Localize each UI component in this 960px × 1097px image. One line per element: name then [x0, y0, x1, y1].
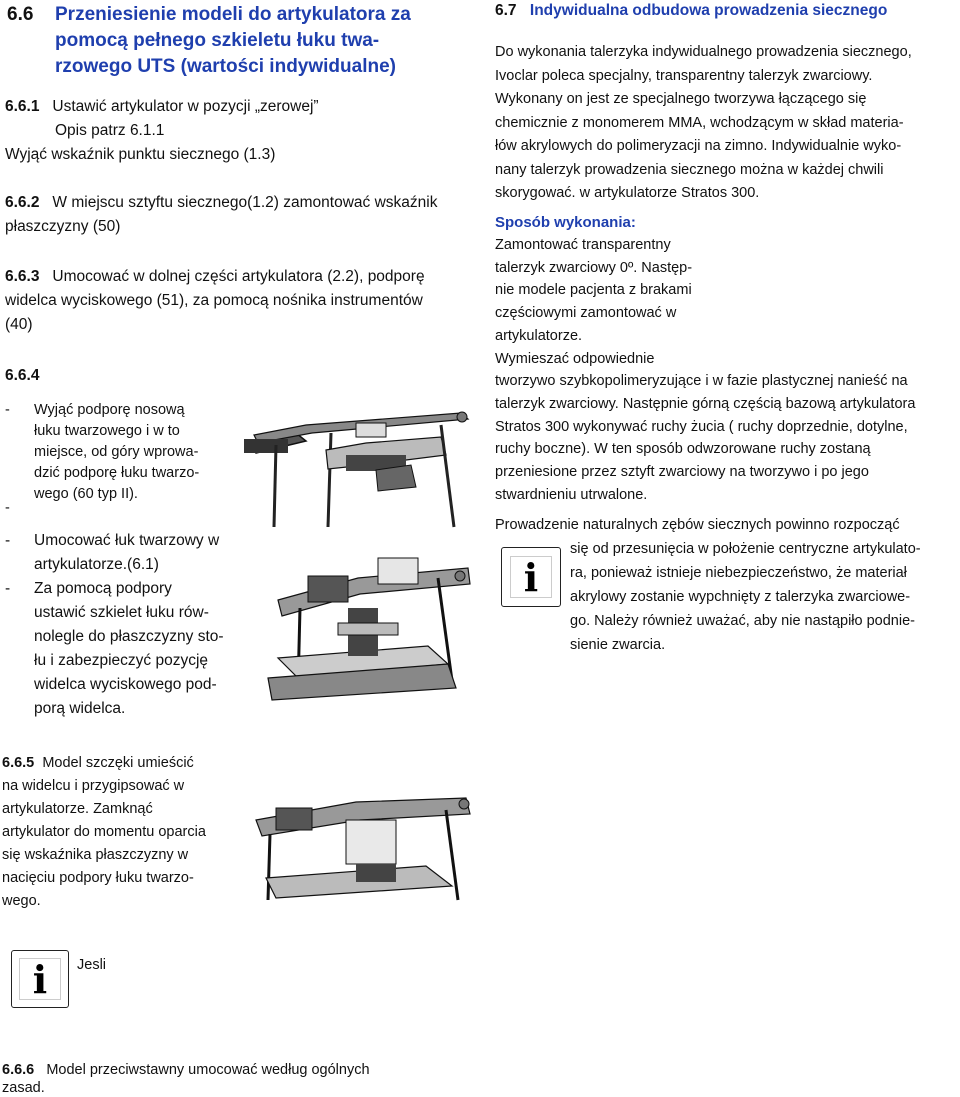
method-text: Zamontować transparentny talerzyk zwarciowy 0º. Następ- nie modele pacjenta z brakami częściowymi zamontować w artykulatorze. Wymieszać odpowiednie tworzywo szybkopolimeryzujące i w fazie plastycznej nanieść na talerzyk zwarciowy. Następnie górną częścią bazową artykulatora Stratos 300 wykonywać ruchy żucia ( ruchy doprzednie, dotylne, ruchy boczne). W ten sposób odwzorowane ruchy zostaną przeniesione przez sztyft zwarciowy na tworzywo i po jego stwardnieniu utrwalone.	[495, 237, 916, 503]
section-6-6-5: 6.6.5 Model szczęki umieścić na widelcu i przygipsować w artykulatorze. Zamknąć artykulator do momentu oparcia się wskaźnika płaszczyzny w nacięciu podpory łuku twarzo- wego.	[2, 755, 206, 909]
jesli-text: Jesli	[77, 957, 107, 973]
info-icon: i	[501, 547, 561, 607]
note-text: się od przesunięcia w położenie centryczne artykulato- ra, ponieważ istnieje niebezpieczeństwo, że materiał akrylowy zostanie wypchnięty z talerzyka zwarciowe- go. Należy również uważać, aby nie nastąpiło podnie- sienie zwarcia.	[570, 541, 921, 653]
section-6-6-4-number: 6.6.4	[5, 367, 40, 384]
title-line: Przeniesienie modeli do artykulatora za	[55, 4, 411, 25]
section-6-6-number: 6.6	[7, 4, 34, 25]
section-6-7-intro: Do wykonania talerzyka indywidualnego prowadzenia siecznego, Ivoclar poleca specjalny, transparentny talerzyk zwarciowy. Wykonany on jest ze specjalnego tworzywa łączącego się chemicznie z monomerem MMA, wchodzącym w skład materia- łów akrylowych do polimeryzacji na zimno. Indywidualnie wyko- nany talerzyk prowadzenia siecznego można w każdej chwili skorygować. w artykulatorze Stratos 300.	[495, 44, 912, 201]
section-6-6-6: 6.6.6 Model przeciwstawny umocować według ogólnych zasad.	[2, 1062, 370, 1096]
title-line: pomocą pełnego szkieletu łuku twa-	[55, 30, 380, 51]
method-title: Sposób wykonania:	[495, 214, 636, 231]
note-first-line: Prowadzenie naturalnych zębów siecznych powinno rozpocząć	[495, 517, 900, 533]
section-6-7-heading: 6.7 Indywidualna odbudowa prowadzenia siecznego	[495, 2, 888, 19]
section-6-6-title	[55, 2, 455, 80]
articulator-facebow-photo	[236, 395, 480, 529]
section-6-6-2: 6.6.2 W miejscu sztyftu siecznego(1.2) zamontować wskaźnik płaszczyzny (50)	[5, 194, 438, 235]
title-line: rzowego UTS (wartości indywidualne)	[55, 56, 396, 77]
bullet-3: - Za pomocą podpory ustawić szkielet łuku rów- nolegle do płaszczyzny sto- łu i zabezpieczyć pozycję widelca wyciskowego pod- porą widelca.	[5, 580, 224, 717]
articulator-skeleton-photo	[238, 538, 478, 708]
info-icon: i	[11, 950, 69, 1008]
section-6-6-3: 6.6.3 Umocować w dolnej części artykulatora (2.2), podporę widelca wyciskowego (51), za pomocą nośnika instrumentów (40)	[5, 268, 425, 333]
bullet-2: - Umocować łuk twarzowy w artykulatorze.(6.1)	[5, 532, 220, 573]
bullet-1: - Wyjąć podporę nosową łuku twarzowego i w to miejsce, od góry wprowa- dzić podporę łuku twarzo- wego (60 typ II).	[5, 402, 200, 502]
section-6-6-1: 6.6.1 Ustawić artykulator w pozycji „zerowej” Opis patrz 6.1.1 Wyjąć wskaźnik punktu siecznego (1.3)	[5, 98, 319, 163]
articulator-closed-photo	[236, 780, 480, 910]
